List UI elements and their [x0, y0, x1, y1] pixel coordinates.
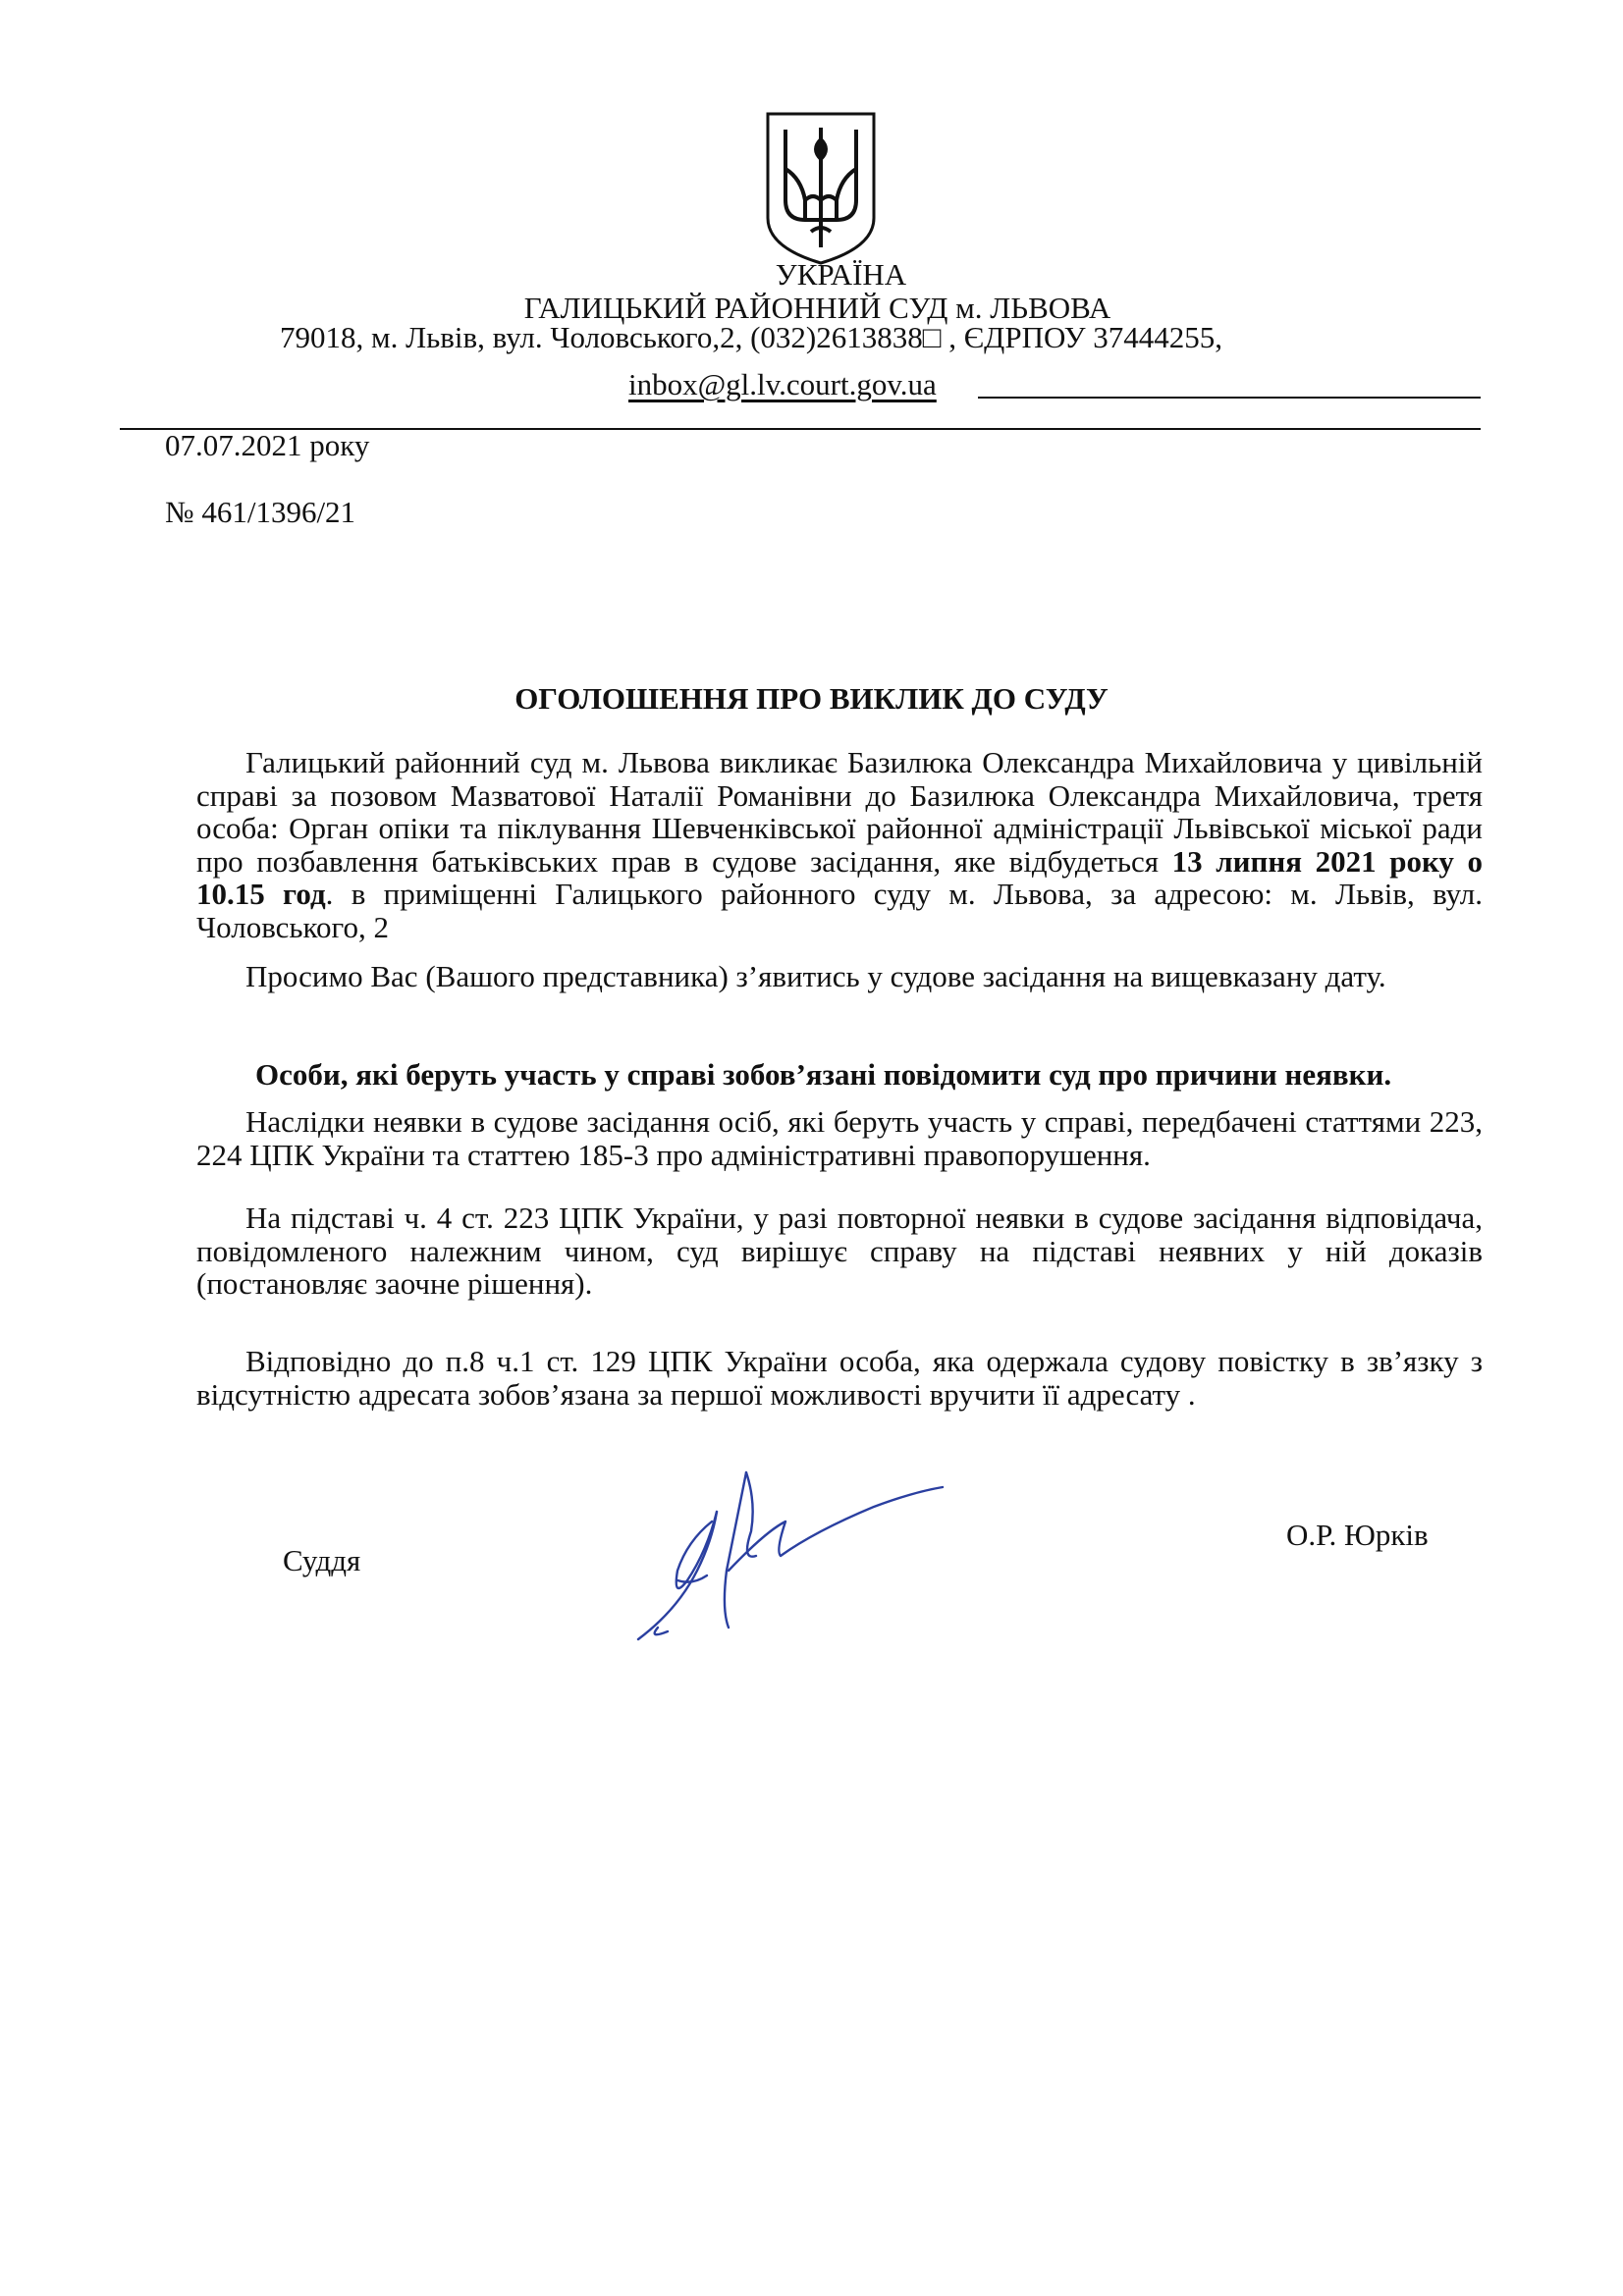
country-name: УКРАЇНА: [775, 257, 907, 292]
paragraph-default-judgment: На підставі ч. 4 ст. 223 ЦПК України, у разі повторної неявки в судове засідання відповідача, повідомленого належним чином, суд вирішує справу на підставі неявних у ній доказів (постановляє заочне рішення).: [196, 1201, 1483, 1302]
paragraph-obligation: Особи, які беруть участь у справі зобов’язані повідомити суд про причини неявки.: [255, 1057, 1392, 1092]
judge-title: Суддя: [283, 1543, 361, 1577]
coat-of-arms-icon: [762, 110, 880, 267]
paragraph-request: Просимо Вас (Вашого представника) з’явитись у судове засідання на вищевказану дату.: [245, 959, 1386, 993]
case-number: № 461/1396/21: [165, 495, 356, 529]
summons-text-start: Галицький районний суд м. Львова викликає Базилюка Олександра Михайловича у цивільній справі за позовом Мазватової Наталії Романівни до Базилюка Олександра Михайловича, третя особа: Орган опіки та піклування Шевченківської районної адміністрації Львівської міської ради про позбавлення батьківських прав в судове засідання, яке відбудеться: [196, 745, 1483, 879]
court-email-link[interactable]: inbox@gl.lv.court.gov.ua: [628, 367, 937, 401]
paragraph-delivery: Відповідно до п.8 ч.1 ст. 129 ЦПК України особа, яка одержала судову повістку в зв’язку з відсутністю адресата зобов’язана за першої можливості вручити її адресату .: [196, 1344, 1483, 1412]
summons-text-end: . в приміщенні Галицького районного суду м. Львова, за адресою: м. Львів, вул. Чоловського, 2: [196, 877, 1484, 944]
document-title: ОГОЛОШЕННЯ ПРО ВИКЛИК ДО СУДУ: [514, 681, 1109, 716]
court-name: ГАЛИЦЬКИЙ РАЙОННИЙ СУД м. ЛЬВОВА: [523, 291, 1111, 325]
paragraph-consequences: Наслідки неявки в судове засідання осіб, які беруть участь у справі, передбачені статтями 223, 224 ЦПК України та статтею 185-3 про адміністративні правопорушення.: [196, 1104, 1483, 1172]
hearing-date-time: 13 липня 2021 року о 10.15 год: [196, 843, 1483, 912]
document-date: 07.07.2021 року: [165, 428, 370, 462]
header-divider-short: [978, 397, 1481, 399]
paragraph-summons: [196, 746, 1483, 944]
judge-name: О.Р. Юрків: [1286, 1518, 1429, 1552]
court-address: 79018, м. Львів, вул. Чоловського,2, (032)2613838□ , ЄДРПОУ 37444255,: [280, 320, 1223, 354]
handwritten-signature: [619, 1463, 972, 1659]
